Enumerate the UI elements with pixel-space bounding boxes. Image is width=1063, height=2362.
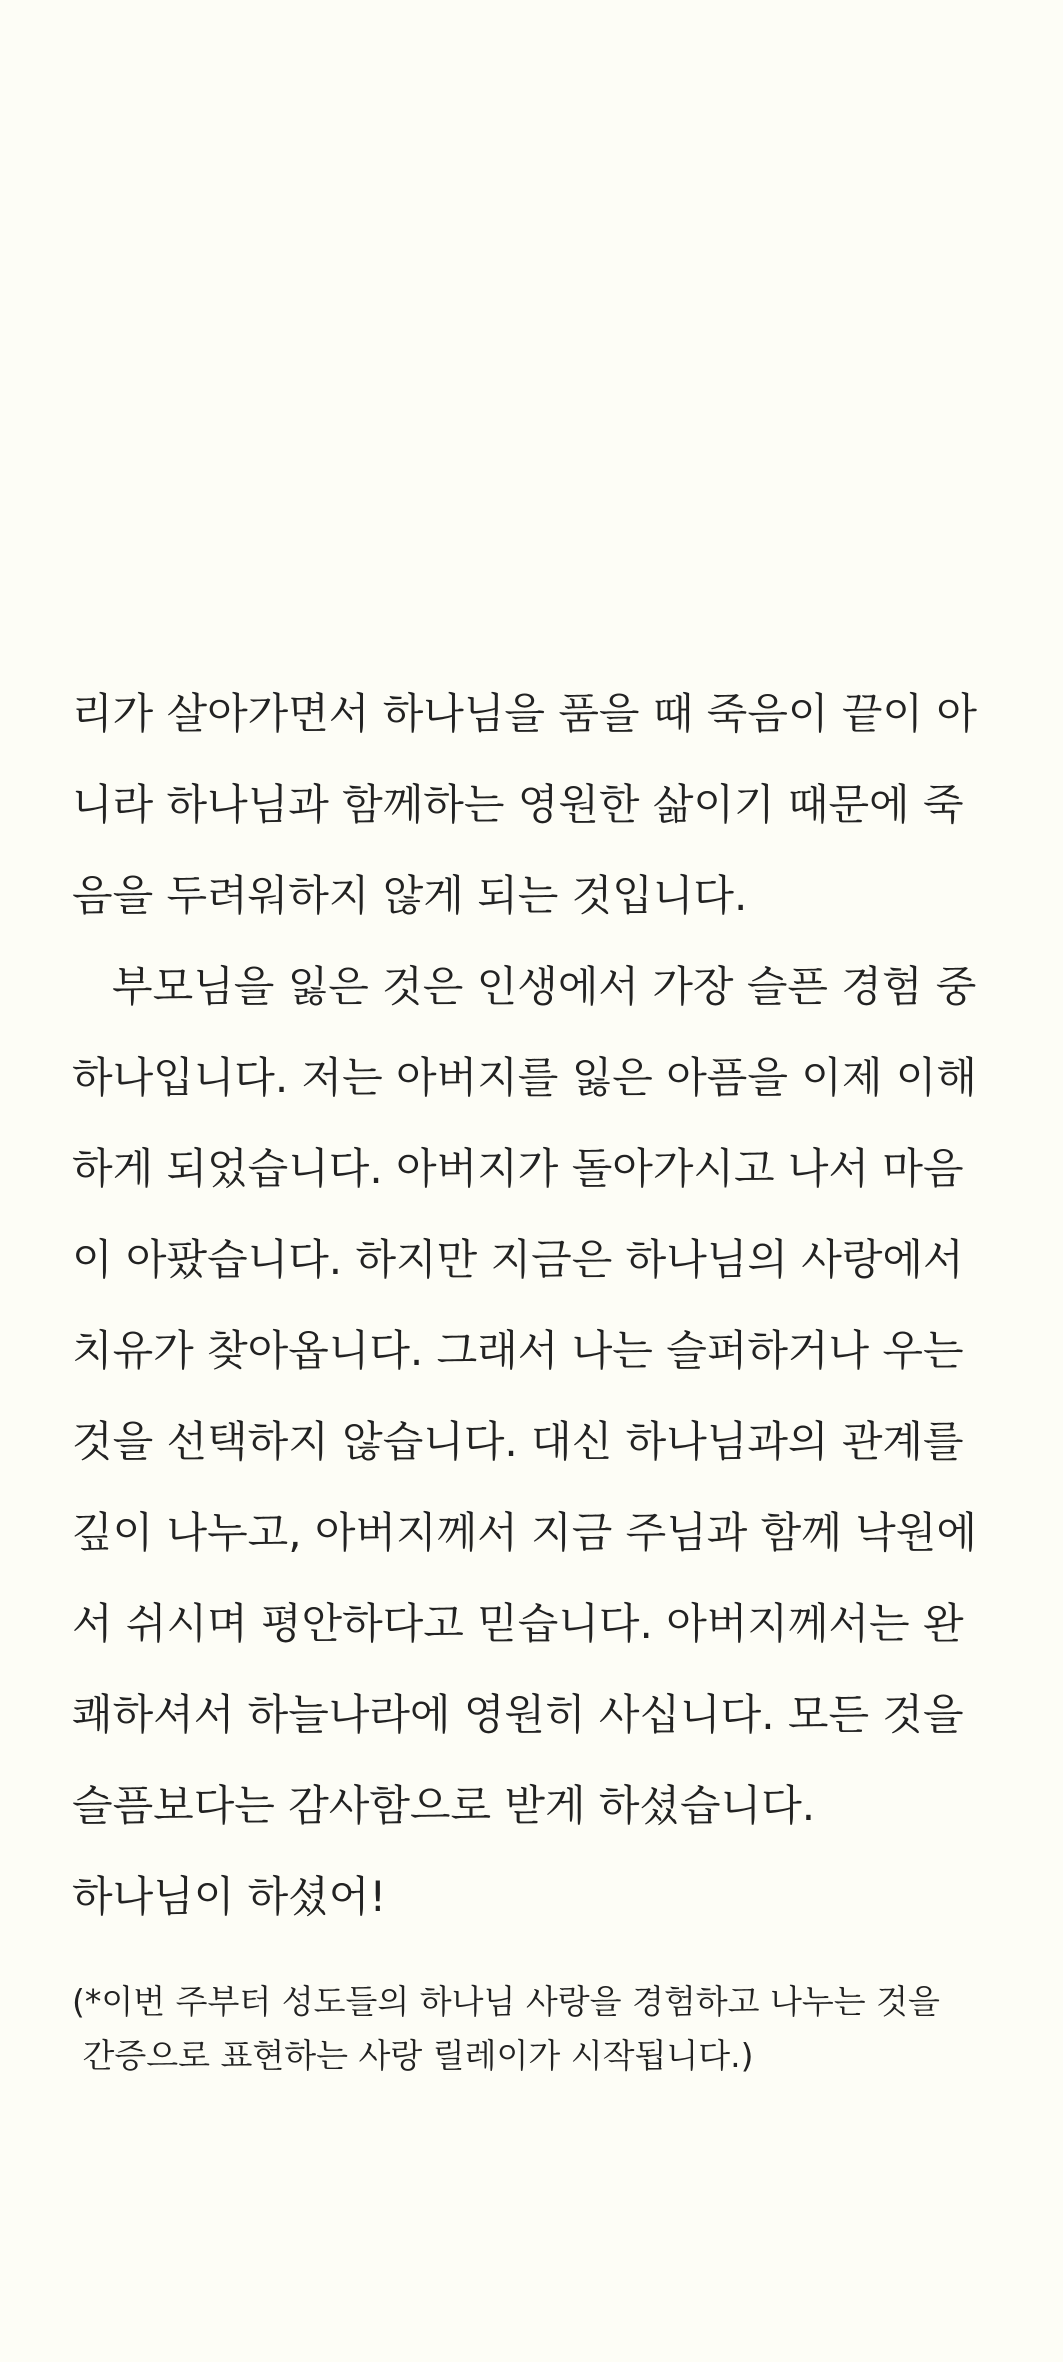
body-line-10: 깊이 나누고, 아버지께서 지금 주님과 함께 낙원에	[72, 1508, 977, 1557]
footnote-line-1: (*이번 주부터 성도들의 하나님 사랑을 경험하고 나누는 것을	[72, 1982, 940, 2021]
body-line-5: 하나입니다. 저는 아버지를 잃은 아픔을 이제 이해	[72, 1053, 977, 1102]
body-line-6: 하게 되었습니다. 아버지가 돌아가시고 나서 마음	[72, 1144, 964, 1193]
body-line-9: 것을 선택하지 않습니다. 대신 하나님과의 관계를	[72, 1417, 964, 1466]
body-line-12: 쾌하셔서 하늘나라에 영원히 사십니다. 모든 것을	[72, 1690, 964, 1739]
closing-exclamation: 하나님이 하셨어!	[72, 1872, 387, 1921]
testimony-body	[72, 668, 1012, 1942]
footnote	[72, 1975, 1012, 2083]
body-line-8: 치유가 찾아옵니다. 그래서 나는 슬퍼하거나 우는	[72, 1326, 964, 1375]
body-line-7: 이 아팠습니다. 하지만 지금은 하나님의 사랑에서	[72, 1235, 964, 1284]
body-line-2: 니라 하나님과 함께하는 영원한 삶이기 때문에 죽	[72, 780, 964, 829]
footnote-line-2: 간증으로 표현하는 사랑 릴레이가 시작됩니다.)	[72, 2036, 754, 2075]
body-line-4: 부모님을 잃은 것은 인생에서 가장 슬픈 경험 중	[72, 962, 977, 1011]
body-line-13: 슬픔보다는 감사함으로 받게 하셨습니다.	[72, 1781, 816, 1830]
body-line-1: 리가 살아가면서 하나님을 품을 때 죽음이 끝이 아	[72, 689, 977, 738]
body-line-11: 서 쉬시며 평안하다고 믿습니다. 아버지께서는 완	[72, 1599, 964, 1648]
body-line-3: 음을 두려워하지 않게 되는 것입니다.	[72, 871, 748, 920]
